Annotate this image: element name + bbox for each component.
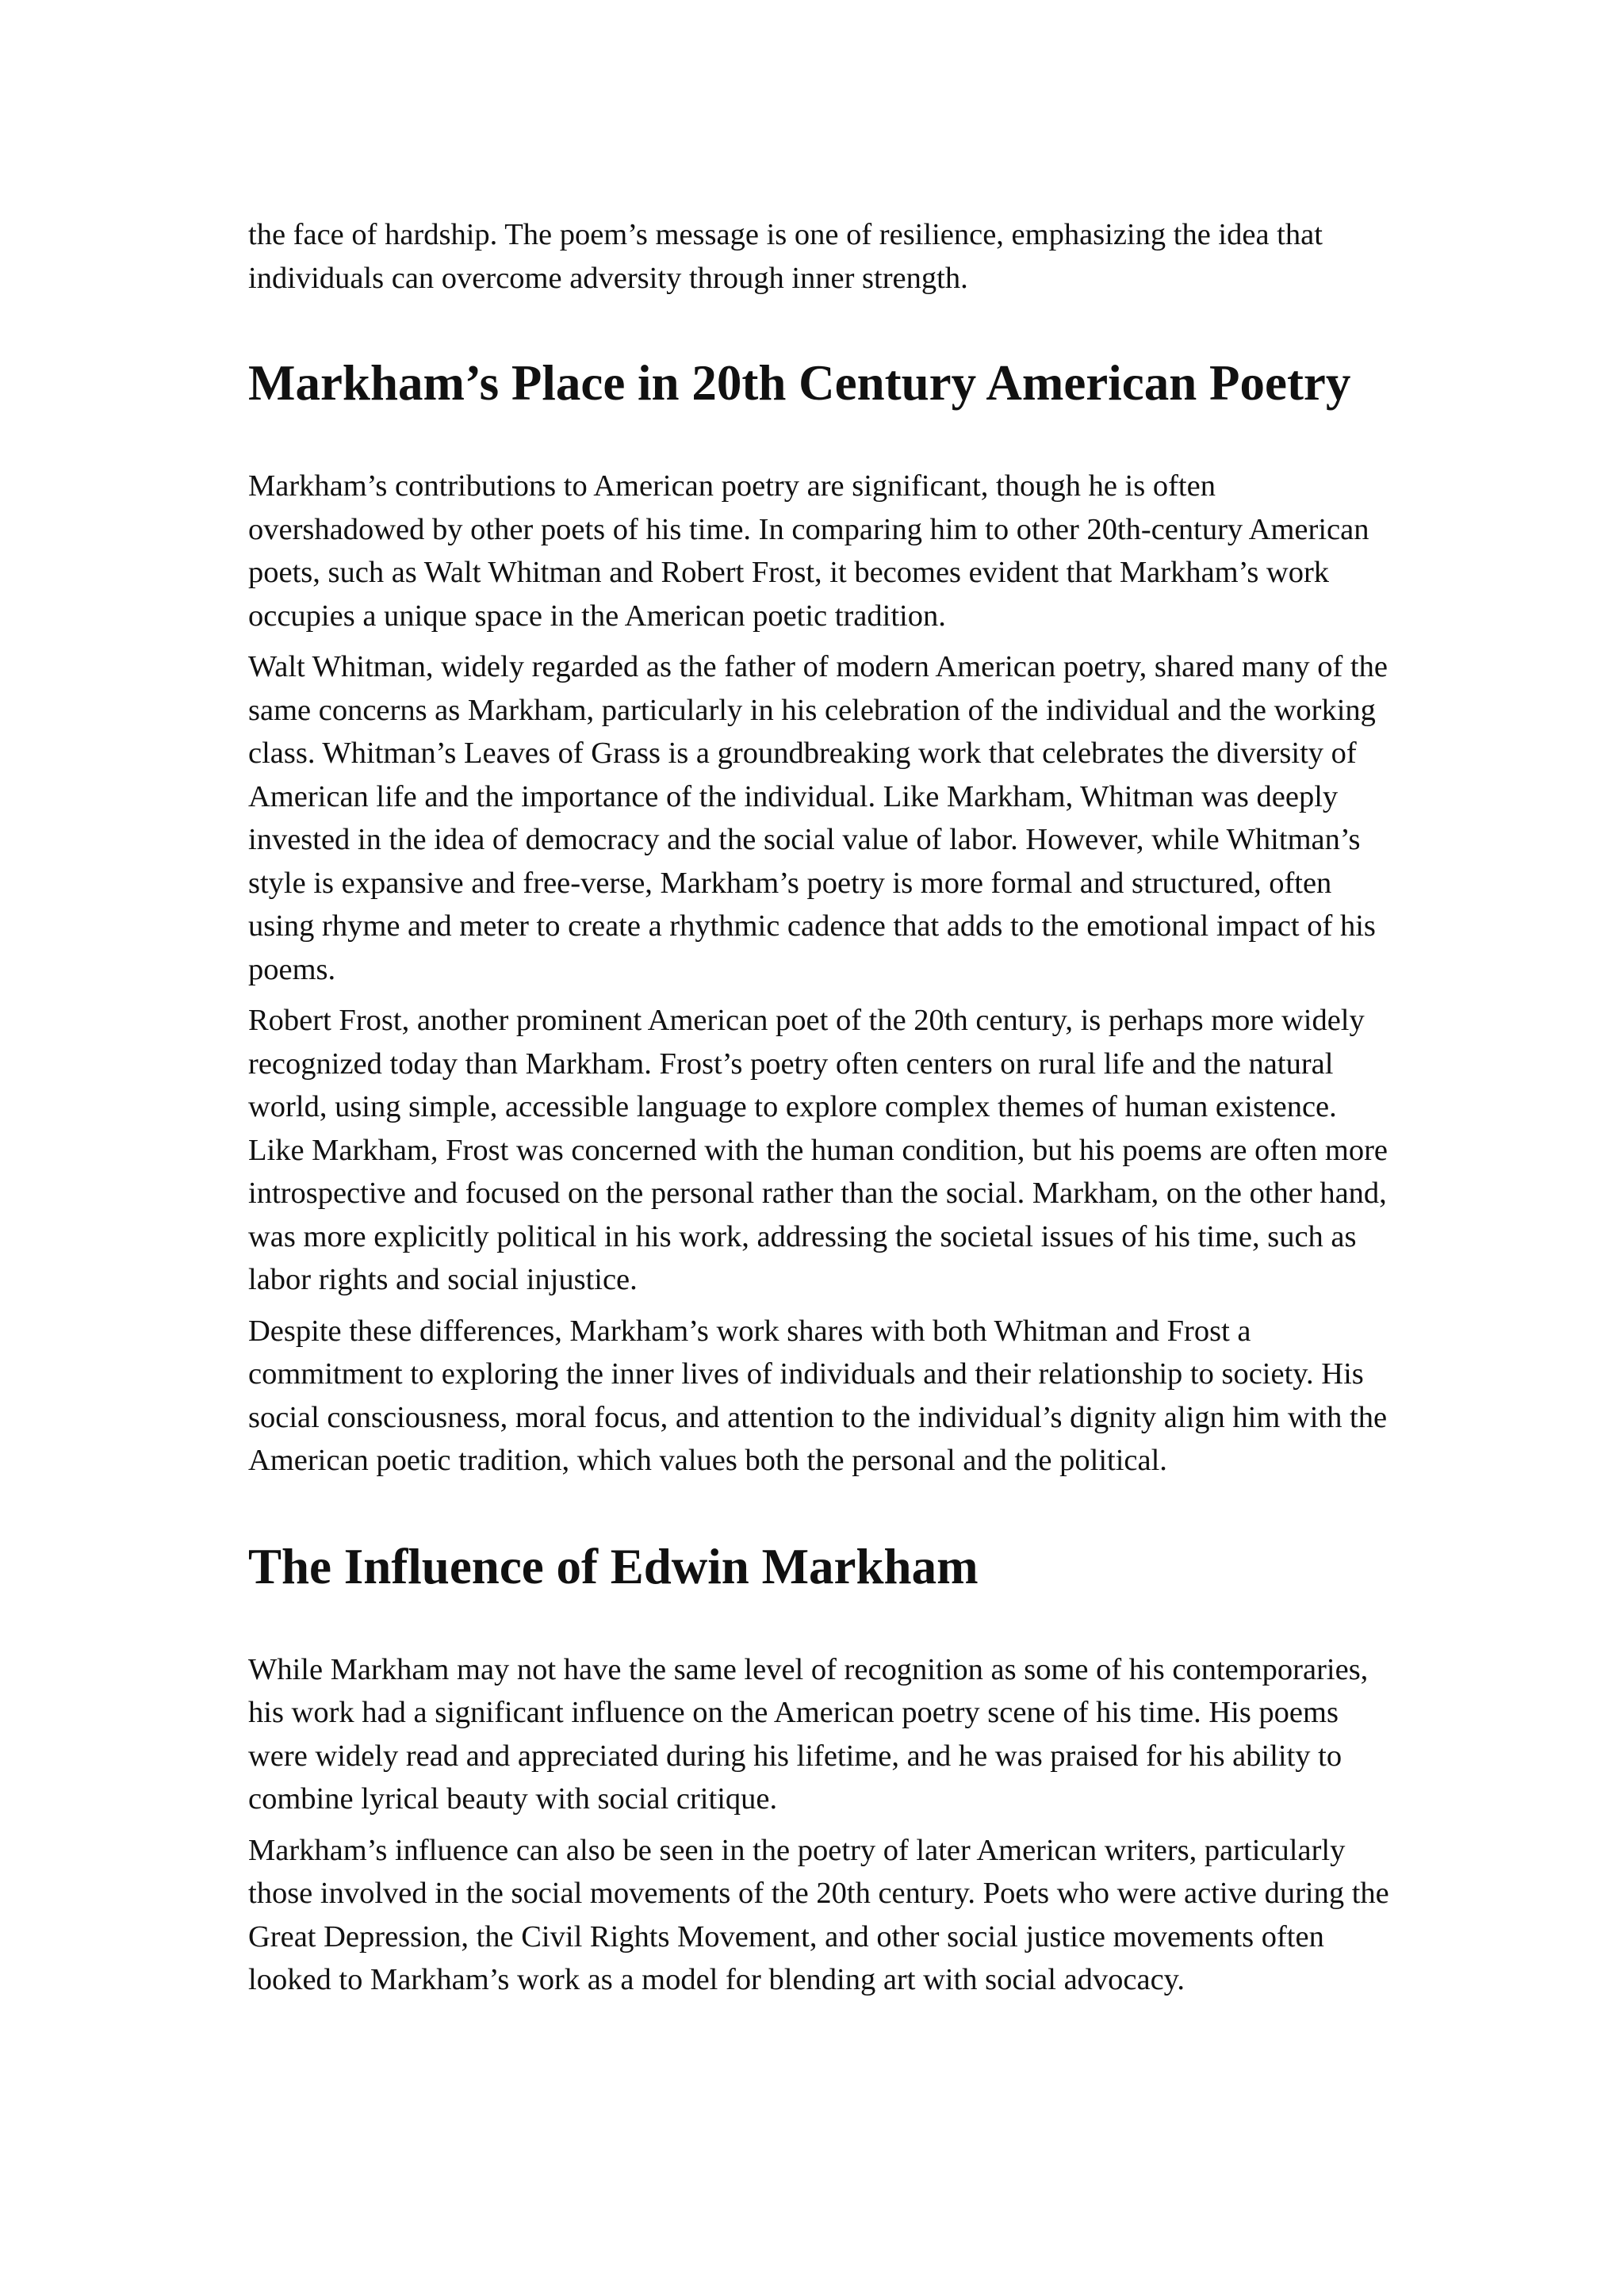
section-2-paragraph-1: While Markham may not have the same level of recognition as some of his contemporaries, his work had a significant influence on the American poetry scene of his time. His poems were widely read and appreciated during his lifetime, and he was praised for his ability to combine lyrical beauty with social critique. [248,1652,1369,1816]
section-heading-markhams-place: Markham’s Place in 20th Century American Poetry [248,355,1351,411]
section-1-paragraph-2: Walt Whitman, widely regarded as the father of modern American poetry, shared many of the same concerns as Markham, particularly in his celebration of the individual and the working class. Whitman’s Leaves of Grass is a groundbreaking work that celebrates the diversity of American life and the importance of the individual. Like Markham, Whitman was deeply invested in the idea of democracy and the social value of labor. However, while Whitman’s style is expansive and free-verse, Markham’s poetry is more formal and structured, often using rhyme and meter to create a rhythmic cadence that adds to the emotional impact of his poems. [248,650,1388,986]
section-1-paragraph-4: Despite these differences, Markham’s work shares with both Whitman and Frost a commitment to exploring the inner lives of individuals and their relationship to society. His social consciousness, moral focus, and attention to the individual’s dignity align him with the American poetic tradition, which values both the personal and the political. [248,1314,1388,1477]
section-heading-influence: The Influence of Edwin Markham [248,1538,979,1594]
intro-paragraph: the face of hardship. The poem’s message is one of resilience, emphasizing the idea that individuals can overcome adversity through inner strength. [248,218,1323,295]
section-2-paragraph-2: Markham’s influence can also be seen in the poetry of later American writers, particularly those involved in the social movements of the 20th century. Poets who were active during the Great Depression, the Civil Rights Movement, and other social justice movements often looked to Markham’s work as a model for blending art with social advocacy. [248,1833,1389,1996]
section-1-paragraph-1: Markham’s contributions to American poetry are significant, though he is often overshadowed by other poets of his time. In comparing him to other 20th-century American poets, such as Walt Whitman and Robert Frost, it becomes evident that Markham’s work occupies a unique space in the American poetic tradition. [248,469,1369,633]
document-page [248,213,1390,2010]
section-1-paragraph-3: Robert Frost, another prominent American poet of the 20th century, is perhaps more widely recognized today than Markham. Frost’s poetry often centers on rural life and the natural world, using simple, accessible language to explore complex themes of human existence. Like Markham, Frost was concerned with the human condition, but his poems are often more introspective and focused on the personal rather than the social. Markham, on the other hand, was more explicitly political in his work, addressing the societal issues of his time, such as labor rights and social injustice. [248,1004,1388,1296]
